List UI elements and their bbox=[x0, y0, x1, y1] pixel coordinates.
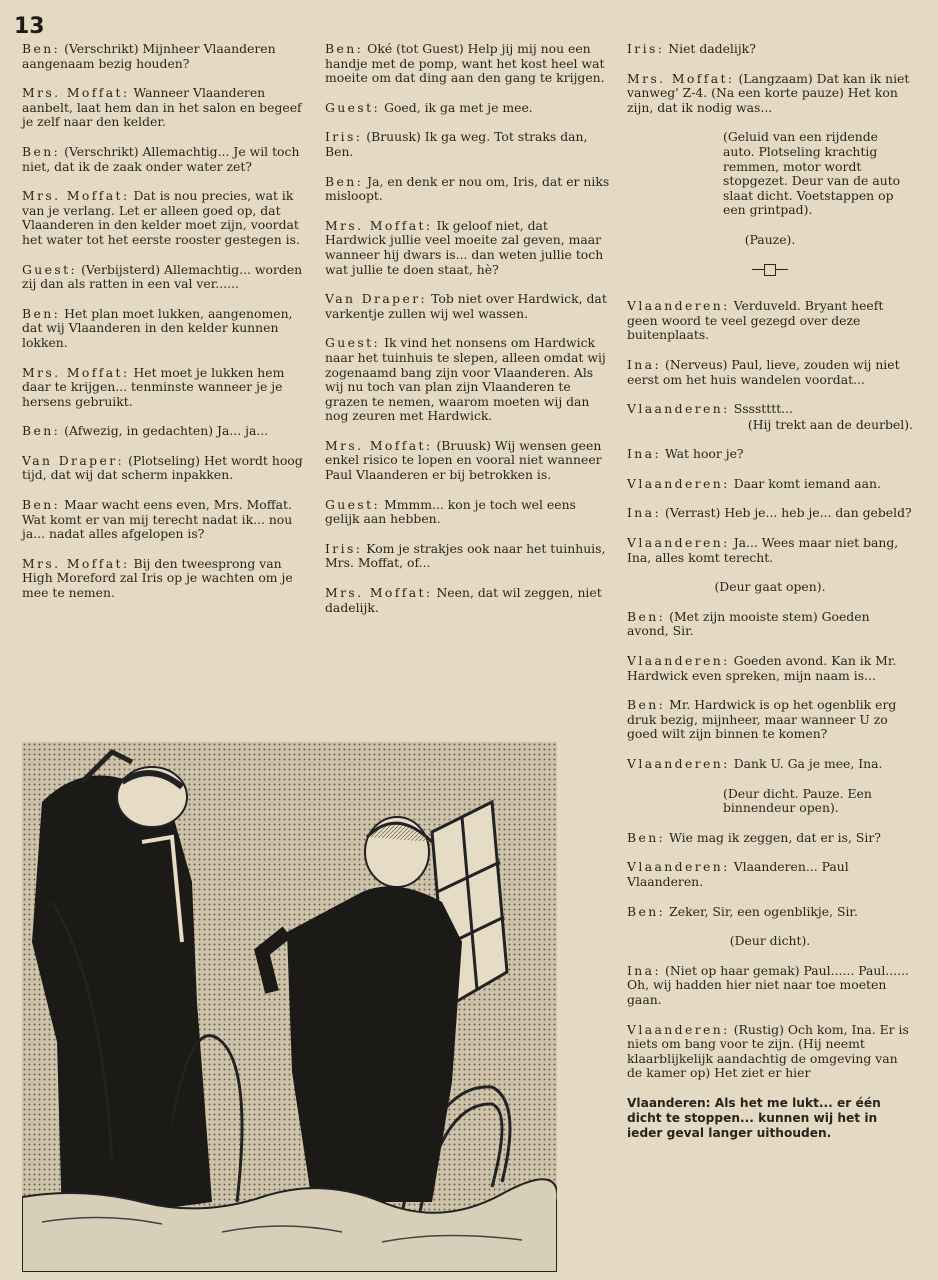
dialogue-entry bbox=[627, 42, 913, 57]
dialogue-entry bbox=[627, 654, 913, 683]
stage-direction: (Deur dicht). bbox=[729, 933, 811, 949]
dialogue-text: (Met zijn mooiste stem) Goeden avond, Sir. bbox=[627, 608, 870, 639]
illustration-flooded-cellar bbox=[22, 742, 557, 1272]
dialogue-entry bbox=[325, 542, 610, 571]
dialogue-text: Sssstttt... bbox=[733, 401, 794, 417]
dialogue-entry bbox=[325, 586, 610, 615]
dialogue-entry bbox=[627, 1023, 913, 1081]
dialogue-entry bbox=[627, 477, 913, 492]
dialogue-entry bbox=[325, 336, 610, 424]
dialogue-text: Ja... Wees maar niet bang, Ina, alles komt terecht. bbox=[627, 535, 899, 565]
speaker-name: Iris: bbox=[627, 41, 665, 56]
dialogue-entry bbox=[22, 366, 310, 410]
speaker-name: Ben: bbox=[325, 173, 364, 189]
dialogue-entry bbox=[325, 439, 610, 483]
speaker-name: Van Draper: bbox=[325, 291, 428, 307]
dialogue-text: (Verschrikt) Mijnheer Vlaanderen aangenaam bezig houden? bbox=[22, 41, 276, 71]
speaker-name: Mrs. Moffat: bbox=[627, 70, 735, 86]
dialogue-text: Ik vind het nonsens om Hardwick naar het tuinhuis te slepen, alleen omdat wij zogenaamd bang zijn voor Vlaanderen. Als wij nu toch van plan zijn Vlaanderen te grazen te nemen, waarom moeten wij dan nog zeuren met Hardwick. bbox=[325, 335, 606, 424]
stage-direction: (Deur gaat open). bbox=[714, 579, 826, 595]
speaker-name: Iris: bbox=[325, 129, 363, 145]
dialogue-text: Dank U. Ga je mee, Ina. bbox=[733, 756, 883, 771]
dialogue-entry bbox=[325, 175, 610, 204]
page-number: 13 bbox=[14, 14, 45, 39]
dialogue-entry bbox=[325, 130, 610, 159]
dialogue-text: Bij den tweesprong van High Moreford zal Iris op je wachten om je mee te nemen. bbox=[22, 555, 293, 601]
dialogue-text: (Afwezig, in gedachten) Ja... ja... bbox=[64, 423, 269, 439]
dialogue-text: Wie mag ik zeggen, dat er is, Sir? bbox=[669, 829, 881, 845]
dialogue-entry bbox=[627, 964, 913, 1008]
dialogue-text: Dat is nou precies, wat ik van je verlang. Let er alleen goed op, dat Vlaanderen in den kelder moet zijn, voordat het water tot het eerste rooster gestegen is. bbox=[22, 188, 300, 247]
dialogue-entry bbox=[22, 424, 310, 439]
dialogue-text: Vlaanderen... Paul Vlaanderen. bbox=[627, 859, 849, 889]
speaker-name: Ina: bbox=[627, 356, 662, 372]
speaker-name: Ben: bbox=[22, 423, 61, 439]
dialogue-entry bbox=[627, 831, 913, 846]
dialogue-text: Tob niet over Hardwick, dat varkentje zullen wij wel wassen. bbox=[325, 291, 607, 321]
dialogue-entry bbox=[627, 72, 913, 116]
speaker-name: Ben: bbox=[627, 903, 666, 919]
dialogue-entry bbox=[627, 447, 913, 462]
dialogue-entry bbox=[22, 189, 310, 247]
dialogue-text: Het plan moet lukken, aangenomen, dat wij Vlaanderen in den kelder kunnen lokken. bbox=[22, 305, 293, 350]
dialogue-entry bbox=[325, 292, 610, 321]
dialogue-entry bbox=[325, 219, 610, 277]
dialogue-entry bbox=[627, 536, 913, 565]
speaker-name: Ben: bbox=[22, 305, 61, 321]
speaker-name: Ben: bbox=[22, 41, 61, 56]
dialogue-entry bbox=[22, 454, 310, 483]
speaker-name: Ben: bbox=[325, 41, 364, 56]
dialogue-entry bbox=[22, 498, 310, 542]
dialogue-entry bbox=[627, 402, 913, 417]
speaker-name: Mrs. Moffat: bbox=[325, 585, 433, 601]
speaker-name: Vlaanderen: bbox=[627, 1021, 730, 1037]
dialogue-text: Wanneer Vlaanderen aanbelt, laat hem dan in het salon en begeef je zelf naar den kelder. bbox=[22, 85, 302, 130]
dialogue-text: Niet dadelijk? bbox=[668, 41, 756, 56]
speaker-name: Vlaanderen: bbox=[627, 653, 730, 669]
dialogue-text: Kom je strakjes ook naar het tuinhuis, Mrs. Moffat, of... bbox=[325, 540, 606, 571]
dialogue-entry bbox=[627, 299, 913, 343]
dialogue-entry bbox=[22, 557, 310, 601]
speaker-name: Mrs. Moffat: bbox=[325, 217, 433, 233]
dialogue-text: Oké (tot Guest) Help jij mij nou een handje met de pomp, want het kost heel wat moeite om dat ding aan den gang te krijgen. bbox=[325, 41, 605, 86]
speaker-name: Vlaanderen: bbox=[627, 756, 730, 771]
dialogue-text: Ja, en denk er nou om, Iris, dat er niks misloopt. bbox=[325, 173, 610, 204]
dialogue-entry bbox=[627, 860, 913, 889]
dialogue-entry bbox=[22, 145, 310, 174]
dialogue-text: (Verbijsterd) Allemachtig... worden zij dan als ratten in een val ver...... bbox=[22, 261, 303, 292]
dialogue-text: (Niet op haar gemak) Paul...... Paul...... Oh, wij hadden hier niet naar toe moeten gaan. bbox=[627, 962, 909, 1007]
dialogue-text: (Rustig) Och kom, Ina. Er is niets om bang voor te zijn. (Hij neemt klaarblijkelijk aandachtig de omgeving van de kamer op) Het ziet er hier bbox=[627, 1021, 909, 1081]
speaker-name: Ben: bbox=[627, 608, 666, 624]
dialogue-entry bbox=[22, 307, 310, 351]
dialogue-entry bbox=[22, 86, 310, 130]
dialogue-entry bbox=[325, 498, 610, 527]
dialogue-text: Goeden avond. Kan ik Mr. Hardwick even spreken, mijn naam is... bbox=[627, 653, 897, 683]
dialogue-text: (Bruusk) Ik ga weg. Tot straks dan, Ben. bbox=[325, 129, 588, 159]
stage-direction: (Hij trekt aan de deurbel). bbox=[747, 416, 913, 432]
dialogue-text: (Nerveus) Paul, lieve, zouden wij niet eerst om het huis wandelen voordat... bbox=[627, 356, 900, 387]
dialogue-entry bbox=[325, 42, 610, 86]
stage-direction: (Deur dicht. Pauze. Een binnendeur open). bbox=[723, 785, 872, 816]
speaker-name: Mrs. Moffat: bbox=[325, 437, 433, 453]
dialogue-entry bbox=[627, 905, 913, 920]
footer-note: Vlaanderen: Als het me lukt... er één dicht te stoppen... kunnen wij het in ieder geval langer uithouden. bbox=[627, 1095, 881, 1140]
dialogue-text: Verduveld. Bryant heeft geen woord te veel gezegd over deze buitenplaats. bbox=[627, 298, 884, 343]
stage-direction: (Geluid van een rijdende auto. Plotseling krachtig remmen, motor wordt stopgezet. Deur van de auto slaat dicht. Voetstappen op een grintpad). bbox=[723, 129, 901, 218]
dialogue-text: Zeker, Sir, een ogenblikje, Sir. bbox=[669, 903, 858, 919]
speaker-name: Ben: bbox=[627, 697, 666, 713]
speaker-name: Guest: bbox=[325, 496, 381, 512]
dialogue-text: (Langzaam) Dat kan ik niet vanweg' Z-4. (Na een korte pauze) Het kon zijn, dat ik nodig was... bbox=[627, 70, 910, 115]
dialogue-entry bbox=[325, 101, 610, 116]
dialogue-text: Het moet je lukken hem daar te krijgen... tenminste wanneer je je hersens gebruikt. bbox=[22, 364, 285, 409]
speaker-name: Guest: bbox=[325, 99, 381, 115]
speaker-name: Ina: bbox=[627, 962, 662, 978]
text-column-2 bbox=[325, 42, 610, 630]
dialogue-text: Ik geloof niet, dat Hardwick jullie veel moeite zal geven, maar wanneer hij dwars is... dan weten jullie toch wat jullie te doen staat, hè? bbox=[325, 217, 604, 277]
speaker-name: Ben: bbox=[22, 497, 61, 513]
speaker-name: Vlaanderen: bbox=[627, 535, 730, 551]
dialogue-entry bbox=[627, 610, 913, 639]
dialogue-text: Neen, dat wil zeggen, niet dadelijk. bbox=[325, 585, 602, 615]
speaker-name: Mrs. Moffat: bbox=[22, 364, 130, 380]
speaker-name: Mrs. Moffat: bbox=[22, 85, 130, 101]
dialogue-entry bbox=[627, 698, 913, 742]
speaker-name: Ina: bbox=[627, 505, 662, 521]
speaker-name: Vlaanderen: bbox=[627, 401, 730, 417]
speaker-name: Vlaanderen: bbox=[627, 859, 730, 875]
speaker-name: Vlaanderen: bbox=[627, 475, 730, 491]
speaker-name: Mrs. Moffat: bbox=[22, 188, 130, 204]
dialogue-text: (Plotseling) Het wordt hoog tijd, dat wij dat scherm inpakken. bbox=[22, 452, 303, 483]
stage-direction: (Pauze). bbox=[744, 231, 796, 247]
speaker-name: Ben: bbox=[627, 829, 666, 845]
speaker-name: Mrs. Moffat: bbox=[22, 555, 130, 571]
dialogue-text: (Verschrikt) Allemachtig... Je wil toch niet, dat ik de zaak onder water zet? bbox=[22, 143, 300, 174]
dialogue-entry bbox=[627, 757, 913, 772]
dialogue-text: Mr. Hardwick is op het ogenblik erg druk bezig, mijnheer, maar wanneer U zo goed wilt zijn binnen te komen? bbox=[627, 697, 897, 742]
dialogue-text: Mmmm... kon je toch wel eens gelijk aan hebben. bbox=[325, 496, 576, 527]
speaker-name: Guest: bbox=[325, 335, 381, 351]
dialogue-text: (Verrast) Heb je... heb je... dan gebeld? bbox=[665, 505, 912, 521]
dialogue-text: Goed, ik ga met je mee. bbox=[384, 99, 533, 115]
speaker-name: Van Draper: bbox=[22, 452, 125, 468]
dialogue-text: Daar komt iemand aan. bbox=[733, 475, 881, 491]
dialogue-entry bbox=[22, 263, 310, 292]
speaker-name: Vlaanderen: bbox=[627, 298, 730, 314]
dialogue-text: Maar wacht eens even, Mrs. Moffat. Wat komt er van mij terecht nadat ik... nou ja... nadat alles afgelopen is? bbox=[22, 497, 293, 542]
dialogue-text: (Bruusk) Wij wensen geen enkel risico te lopen en vooral niet wanneer Paul Vlaanderen er bij betrokken is. bbox=[325, 437, 602, 483]
text-column-3 bbox=[627, 42, 913, 1140]
dialogue-entry bbox=[22, 42, 310, 71]
speaker-name: Ben: bbox=[22, 143, 61, 159]
dialogue-entry bbox=[627, 506, 913, 521]
speaker-name: Guest: bbox=[22, 261, 78, 277]
speaker-name: Iris: bbox=[325, 540, 363, 556]
dialogue-text: Wat hoor je? bbox=[665, 446, 744, 462]
scene-divider bbox=[627, 263, 913, 278]
dialogue-entry bbox=[627, 358, 913, 387]
text-column-1 bbox=[22, 42, 310, 616]
speaker-name: Ina: bbox=[627, 446, 662, 462]
